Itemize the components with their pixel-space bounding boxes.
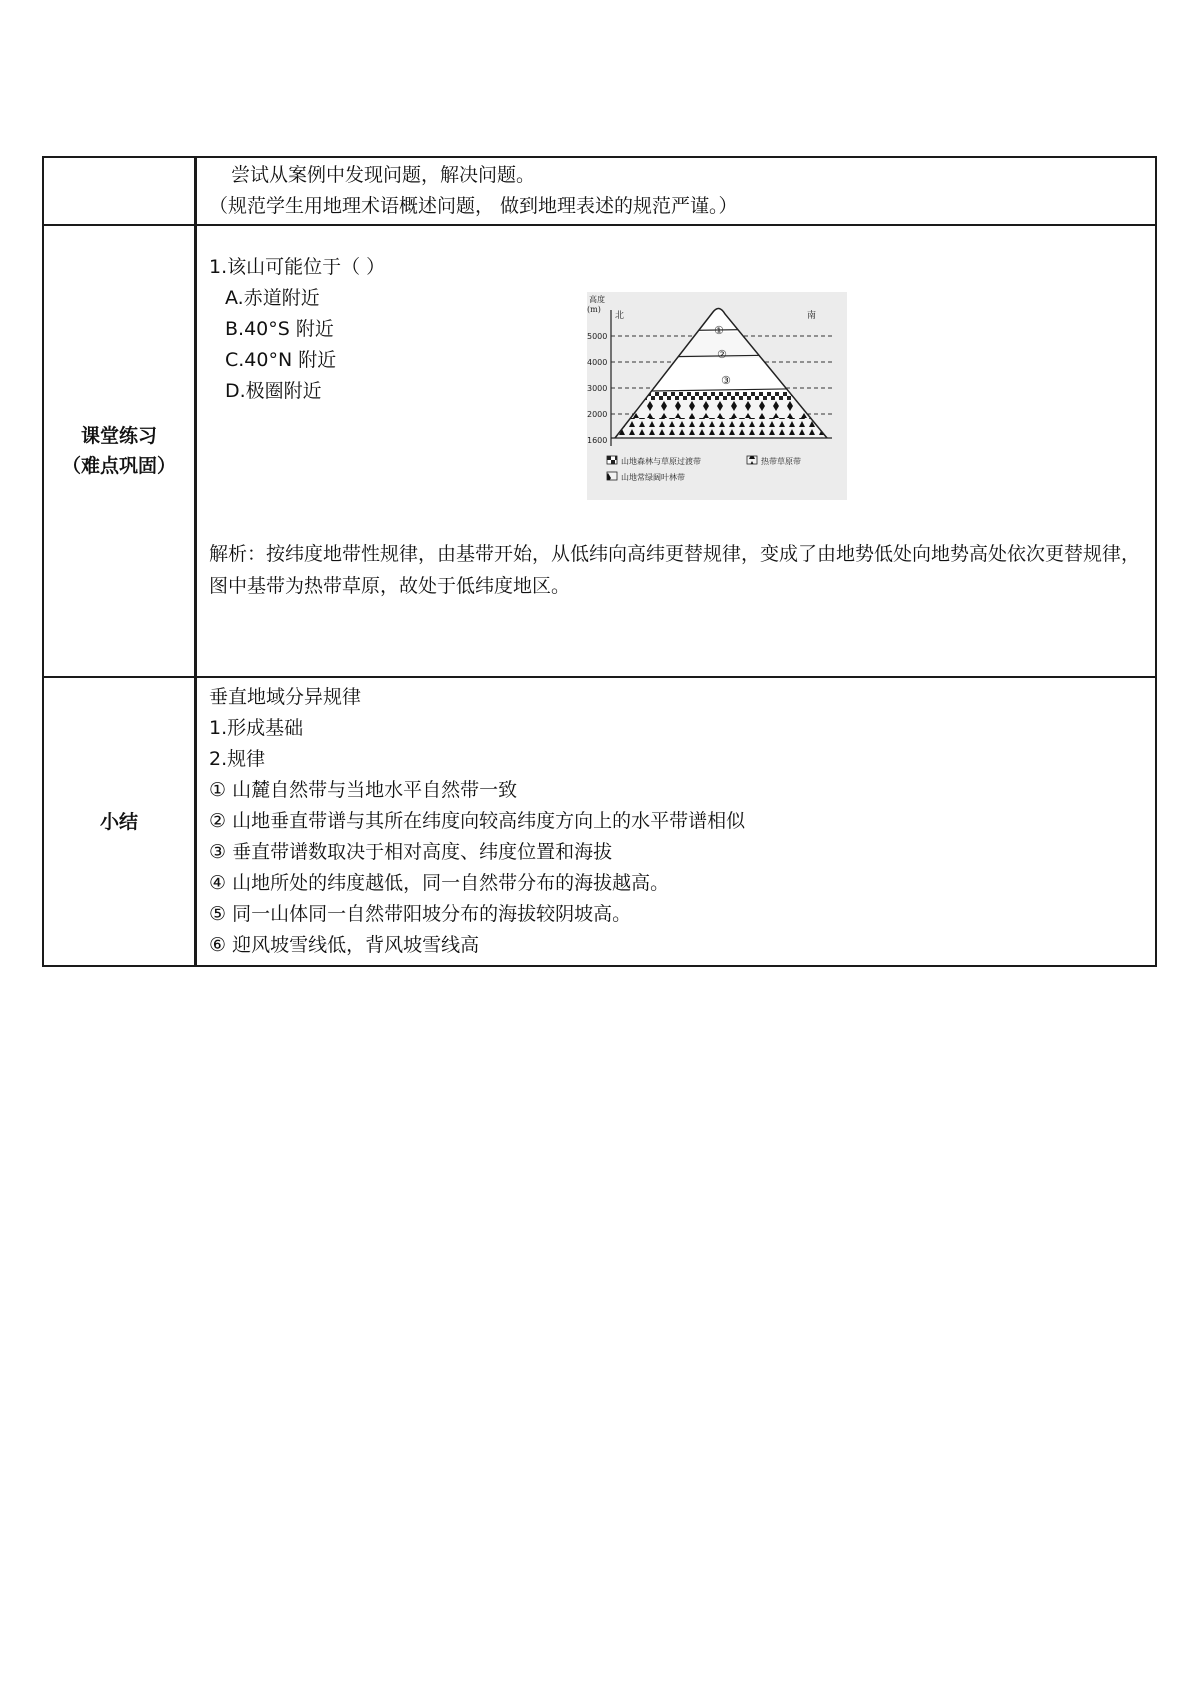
zone-number-3: ③ (721, 374, 731, 387)
y-axis-unit: (m) (587, 305, 601, 314)
summary-item: ⑥ 迎风坡雪线低，背风坡雪线高 (209, 934, 480, 956)
row-label-practice (43, 225, 196, 677)
row-label-summary-text: 小结 (99, 810, 138, 833)
summary-item: ① 山麓自然带与当地水平自然带一致 (209, 779, 518, 801)
tick-4000: 4000 (587, 358, 608, 367)
mountain-diagram-svg (587, 292, 847, 500)
summary-item: ⑤ 同一山体同一自然带阳坡分布的海拔较阴坡高。 (209, 903, 632, 925)
tick-5000: 5000 (587, 332, 608, 341)
row2-content (196, 225, 1157, 677)
option-a: A.赤道附近 (225, 287, 320, 309)
legend-transition: 山地森林与草原过渡带 (621, 457, 701, 466)
y-axis-title: 高度 (589, 295, 605, 304)
text-line: （规范学生用地理术语概述问题， 做到地理表述的规范严谨。） (209, 195, 738, 217)
zone-number-2: ② (717, 348, 727, 361)
table-row (43, 225, 1156, 677)
summary-point-2: 2.规律 (209, 748, 266, 770)
row-label-main: 课堂练习 (80, 425, 157, 447)
legend-savanna: 热带草原带 (761, 457, 801, 466)
option-d: D.极圈附近 (225, 380, 322, 402)
mountain-diagram (587, 292, 847, 500)
analysis-text: 解析：按纬度地带性规律，由基带开始，从低纬向高纬更替规律，变成了由地势低处向地势高处依次更替规律，图中基带为热带草原，故处于低纬度地区。 (209, 543, 1141, 597)
north-label: 北 (615, 311, 625, 321)
legend-evergreen-forest: 山地常绿阔叶林带 (621, 473, 685, 482)
table-row (43, 157, 1156, 225)
summary-item: ④ 山地所处的纬度越低，同一自然带分布的海拔越高。 (209, 872, 670, 894)
row-label-summary (43, 677, 196, 966)
row3-content (196, 677, 1157, 966)
option-c: C.40°N 附近 (225, 349, 337, 371)
summary-point-1: 1.形成基础 (209, 717, 304, 739)
tick-1600: 1600 (587, 436, 608, 445)
question-text: 1.该山可能位于（ ） (209, 256, 386, 278)
zone-number-1: ① (714, 324, 724, 337)
summary-item: ③ 垂直带谱数取决于相对高度、纬度位置和海拔 (209, 841, 613, 863)
tick-2000: 2000 (587, 410, 608, 419)
row-label-sub: （难点巩固） (61, 455, 176, 477)
lesson-table (42, 156, 1157, 967)
summary-item: ② 山地垂直带谱与其所在纬度向较高纬度方向上的水平带谱相似 (209, 810, 746, 832)
text-line: 尝试从案例中发现问题，解决问题。 (231, 164, 536, 186)
row-label-empty (43, 157, 196, 225)
south-label: 南 (807, 311, 817, 321)
tick-3000: 3000 (587, 384, 608, 393)
table-row (43, 677, 1156, 966)
row1-content (196, 157, 1157, 225)
summary-title: 垂直地域分异规律 (209, 686, 362, 708)
option-b: B.40°S 附近 (225, 318, 334, 340)
